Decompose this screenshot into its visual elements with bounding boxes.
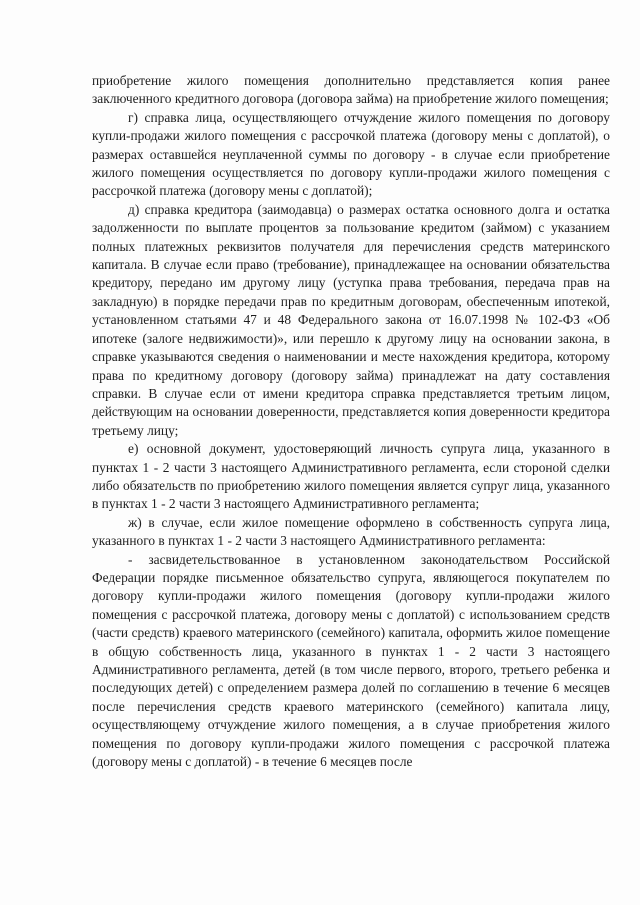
- paragraph-continuation: приобретение жилого помещения дополнительно представляется копия ранее заключенного кредитного договора (договора займа) на приобретение жилого помещения;: [92, 73, 610, 107]
- paragraph-item-d: д) справка кредитора (заимодавца) о размерах остатка основного долга и остатка задолженности по выплате процентов за пользование кредитом (займом) с указанием полных платежных реквизитов получателя для перечисления средств материнского капитала. В случае если право (требование), принадлежащее на основании обязательства кредитору, передано им другому лицу (уступка права требования, передача прав на закладную) в порядке передачи прав по кредитным договорам, обеспеченным ипотекой, установленном статьями 47 и 48 Федерального закона от 16.07.1998 № 102-ФЗ «Об ипотеке (залоге недвижимости)», или перешло к другому лицу на основании закона, в справке указываются сведения о наименовании и месте нахождения кредитора, которому права по кредитному договору (договору займа) принадлежат на дату составления справки. В случае если от имени кредитора справка представляется третьим лицом, действующим на основании доверенности, представляется копия доверенности кредитора третьему лицу;: [92, 201, 610, 438]
- paragraph-item-e: е) основной документ, удостоверяющий личность супруга лица, указанного в пунктах 1 - 2 части 3 настоящего Административного регламента, если стороной сделки либо обязательств по приобретению жилого помещения является супруг лица, указанного в пунктах 1 - 2 части 3 настоящего Административного регламента;: [92, 441, 610, 512]
- paragraph-obligation: - засвидетельствованное в установленном законодательством Российской Федерации порядке письменное обязательство супруга, являющегося покупателем по договору купли-продажи жилого помещения (договору купли-продажи жилого помещения с рассрочкой платежа, договору мены с доплатой) с использованием средств (части средств) краевого материнского (семейного) капитала, оформить жилое помещение в общую собственность лица, указанного в пунктах 1 - 2 части 3 настоящего Административного регламента, детей (в том числе первого, второго, третьего ребенка и последующих детей) с определением размера долей по соглашению в течение 6 месяцев после перечисления средств краевого материнского (семейного) капитала лицу, осуществляющему отчуждение жилого помещения, а в случае приобретения жилого помещения по договору купли-продажи жилого помещения с рассрочкой платежа (договору мены с доплатой) - в течение 6 месяцев после: [92, 551, 610, 770]
- paragraph-item-zh: ж) в случае, если жилое помещение оформлено в собственность супруга лица, указанного в пунктах 1 - 2 части 3 настоящего Административного регламента:: [92, 514, 610, 549]
- paragraph-item-g: г) справка лица, осуществляющего отчуждение жилого помещения по договору купли-продажи жилого помещения с рассрочкой платежа (договору мены с доплатой), о размерах оставшейся неуплаченной суммы по договору - в случае если приобретение жилого помещения осуществляется по договору купли-продажи жилого помещения с рассрочкой платежа (договору мены с доплатой);: [92, 109, 610, 199]
- document-body: [92, 72, 610, 771]
